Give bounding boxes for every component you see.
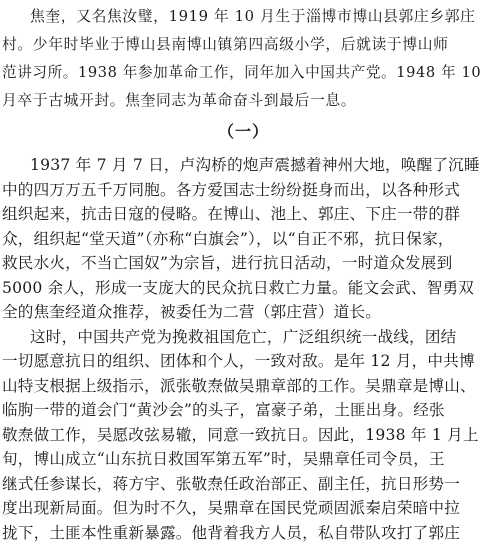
body-line: 度出现新局面。但为时不久，吴鼎章在国民党顽固派秦启荣暗中拉 bbox=[2, 499, 461, 517]
body-line: 5000 余人，形成一支庞大的民众抗日救亡力量。能文会武、智勇双 bbox=[2, 279, 475, 297]
intro-line: 月卒于古城开封。焦奎同志为革命奋斗到最后一息。 bbox=[2, 92, 357, 109]
body-line: 中的四万万五千万同胞。各方爱国志士纷纷挺身而出，以各种形式 bbox=[2, 181, 461, 199]
body-line: 1937 年 7 月 7 日，卢沟桥的炮声震撼着神州大地，唤醒了沉睡 bbox=[30, 156, 480, 174]
body-line: 继式任参谋长，蒋方宇、张敬焘任政治部正、副主任，抗日形势一 bbox=[2, 475, 461, 493]
body-line: 组织起来，抗击日寇的侵略。在博山、池上、郭庄、下庄一带的群 bbox=[2, 205, 461, 223]
body-line: 临朐一带的道会门“黄沙会”的头子，富豪子弟，土匪出身。经张 bbox=[2, 401, 445, 419]
intro-line: 焦奎，又名焦汝璧，1919 年 10 月生于淄博市博山县郭庄乡郭庄 bbox=[30, 8, 476, 25]
body-line: 救民水火，不当亡国奴”为宗旨，进行抗日活动，一时道众发展到 bbox=[2, 254, 453, 272]
intro-line: 村。少年时毕业于博山县南博山镇第四高级小学，后就读于博山师 bbox=[2, 36, 449, 53]
body-line: 全的焦奎经道众推荐，被委任为二营（郭庄营）道长。 bbox=[2, 303, 382, 321]
body-line: 旬，博山成立“山东抗日救国军第五军”时，吴鼎章任司令员，王 bbox=[2, 450, 445, 468]
body-line: 拢下，土匪本性重新暴露。他背着我方人员，私自带队攻打了郭庄 bbox=[2, 524, 461, 542]
body-line: 山特支根据上级指示，派张敬焘做吴鼎章部的工作。吴鼎章是博山、 bbox=[2, 377, 476, 395]
body-line: 众，组织起“堂天道”（亦称“白旗会”），以“自正不邪，抗日保家， bbox=[2, 230, 454, 248]
body-line: 这时，中国共产党为挽救祖国危亡，广泛组织统一战线，团结 bbox=[30, 328, 457, 346]
section-heading: （一） bbox=[217, 122, 269, 141]
intro-line: 范讲习所。1938 年参加革命工作，同年加入中国共产党。1948 年 10 bbox=[2, 64, 482, 81]
body-line: 一切愿意抗日的组织、团体和个人，一致对敌。是年 12 月，中共博 bbox=[2, 352, 475, 370]
body-line: 敬焘做工作，吴愿改弦易辙，同意一致抗日。因此，1938 年 1 月上 bbox=[2, 426, 479, 444]
